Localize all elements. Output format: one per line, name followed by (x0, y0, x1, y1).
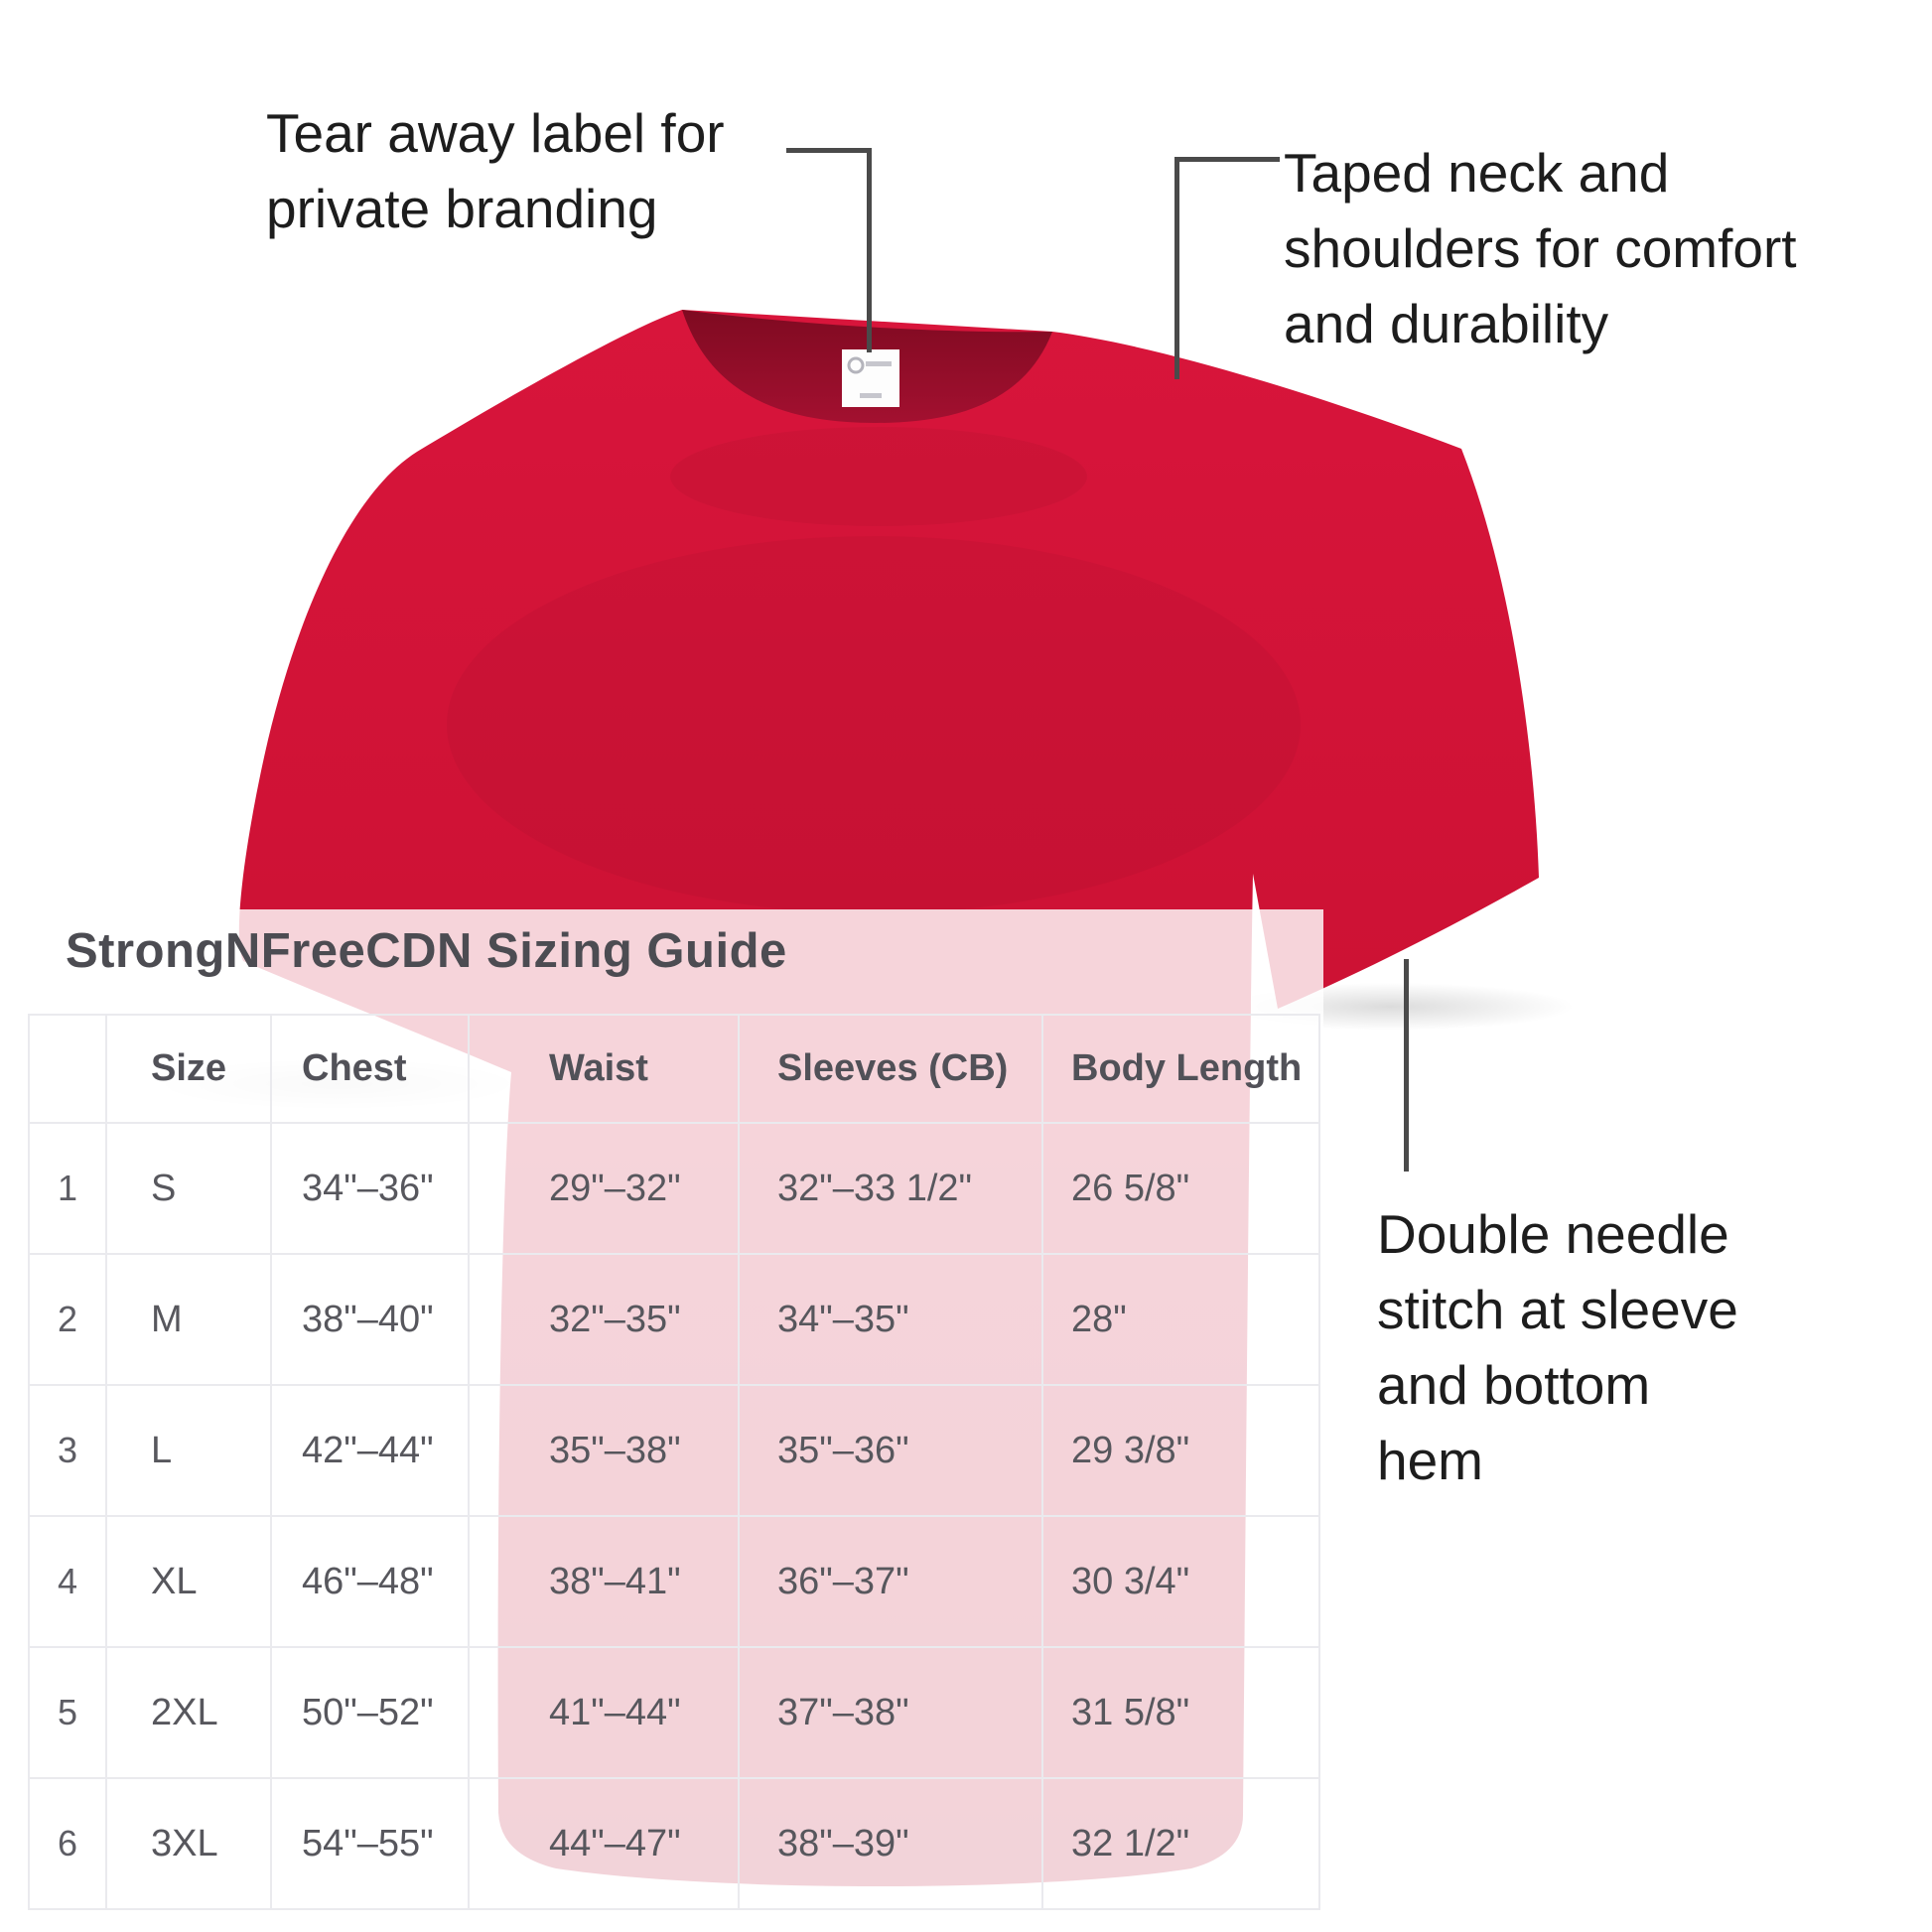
annotation-double-needle (1377, 1196, 1738, 1498)
col-header-index (29, 1015, 106, 1123)
cell-waist: 44"–47" (469, 1778, 739, 1909)
table-row (29, 1254, 1319, 1385)
callout-line-tear-away-vertical (867, 148, 872, 352)
cell-size: 3XL (106, 1778, 271, 1909)
annotation-line: Tear away label for (266, 102, 725, 164)
cell-body-length: 30 3/4" (1042, 1516, 1319, 1647)
cell-waist: 35"–38" (469, 1385, 739, 1516)
cell-row-number: 4 (29, 1516, 106, 1647)
annotation-line: private branding (266, 178, 658, 239)
chest-shading (447, 536, 1301, 913)
under-collar-shading (670, 427, 1087, 526)
annotation-tear-away-label (266, 95, 725, 246)
cell-row-number: 5 (29, 1647, 106, 1778)
cell-row-number: 2 (29, 1254, 106, 1385)
cell-row-number: 6 (29, 1778, 106, 1909)
cell-waist: 32"–35" (469, 1254, 739, 1385)
callout-line-taped-neck-horizontal (1174, 157, 1280, 162)
cell-sleeves: 37"–38" (739, 1647, 1042, 1778)
cell-body-length: 32 1/2" (1042, 1778, 1319, 1909)
brand-tag (842, 349, 899, 407)
col-header-sleeves: Sleeves (CB) (739, 1015, 1042, 1123)
annotation-line: Taped neck and (1284, 142, 1670, 204)
cell-chest: 46"–48" (271, 1516, 469, 1647)
cell-size: XL (106, 1516, 271, 1647)
brand-tag-size-mark (860, 393, 882, 398)
cell-sleeves: 32"–33 1/2" (739, 1123, 1042, 1254)
table-row (29, 1385, 1319, 1516)
table-header-row (29, 1015, 1319, 1123)
table-row (29, 1647, 1319, 1778)
col-header-size: Size (106, 1015, 271, 1123)
annotation-line: Double needle (1377, 1203, 1729, 1265)
cell-body-length: 29 3/8" (1042, 1385, 1319, 1516)
cell-chest: 42"–44" (271, 1385, 469, 1516)
cell-body-length: 28" (1042, 1254, 1319, 1385)
annotation-taped-neck (1284, 135, 1797, 361)
table-row (29, 1516, 1319, 1647)
annotation-line: and durability (1284, 293, 1609, 354)
annotation-line: stitch at sleeve (1377, 1279, 1738, 1340)
cell-sleeves: 36"–37" (739, 1516, 1042, 1647)
cell-body-length: 31 5/8" (1042, 1647, 1319, 1778)
callout-line-taped-neck-vertical (1174, 157, 1179, 379)
callout-line-double-needle-vertical (1404, 959, 1409, 1172)
callout-line-tear-away-horizontal (786, 148, 872, 153)
cell-size: L (106, 1385, 271, 1516)
table-row (29, 1123, 1319, 1254)
cell-chest: 54"–55" (271, 1778, 469, 1909)
sizing-table (28, 1014, 1320, 1910)
sizing-guide-title: StrongNFreeCDN Sizing Guide (66, 924, 787, 978)
cell-chest: 50"–52" (271, 1647, 469, 1778)
annotation-line: and bottom (1377, 1354, 1651, 1416)
annotation-line: shoulders for comfort (1284, 217, 1797, 279)
table-row (29, 1778, 1319, 1909)
cell-sleeves: 35"–36" (739, 1385, 1042, 1516)
col-header-waist: Waist (469, 1015, 739, 1123)
cell-sleeves: 38"–39" (739, 1778, 1042, 1909)
cell-waist: 29"–32" (469, 1123, 739, 1254)
cell-row-number: 1 (29, 1123, 106, 1254)
cell-sleeves: 34"–35" (739, 1254, 1042, 1385)
cell-waist: 41"–44" (469, 1647, 739, 1778)
col-header-body-length: Body Length (1042, 1015, 1319, 1123)
cell-waist: 38"–41" (469, 1516, 739, 1647)
annotation-line: hem (1377, 1430, 1483, 1491)
brand-tag-text-mark (866, 361, 892, 366)
cell-chest: 34"–36" (271, 1123, 469, 1254)
cell-size: 2XL (106, 1647, 271, 1778)
col-header-chest: Chest (271, 1015, 469, 1123)
cell-body-length: 26 5/8" (1042, 1123, 1319, 1254)
cell-size: M (106, 1254, 271, 1385)
cell-chest: 38"–40" (271, 1254, 469, 1385)
cell-size: S (106, 1123, 271, 1254)
cell-row-number: 3 (29, 1385, 106, 1516)
